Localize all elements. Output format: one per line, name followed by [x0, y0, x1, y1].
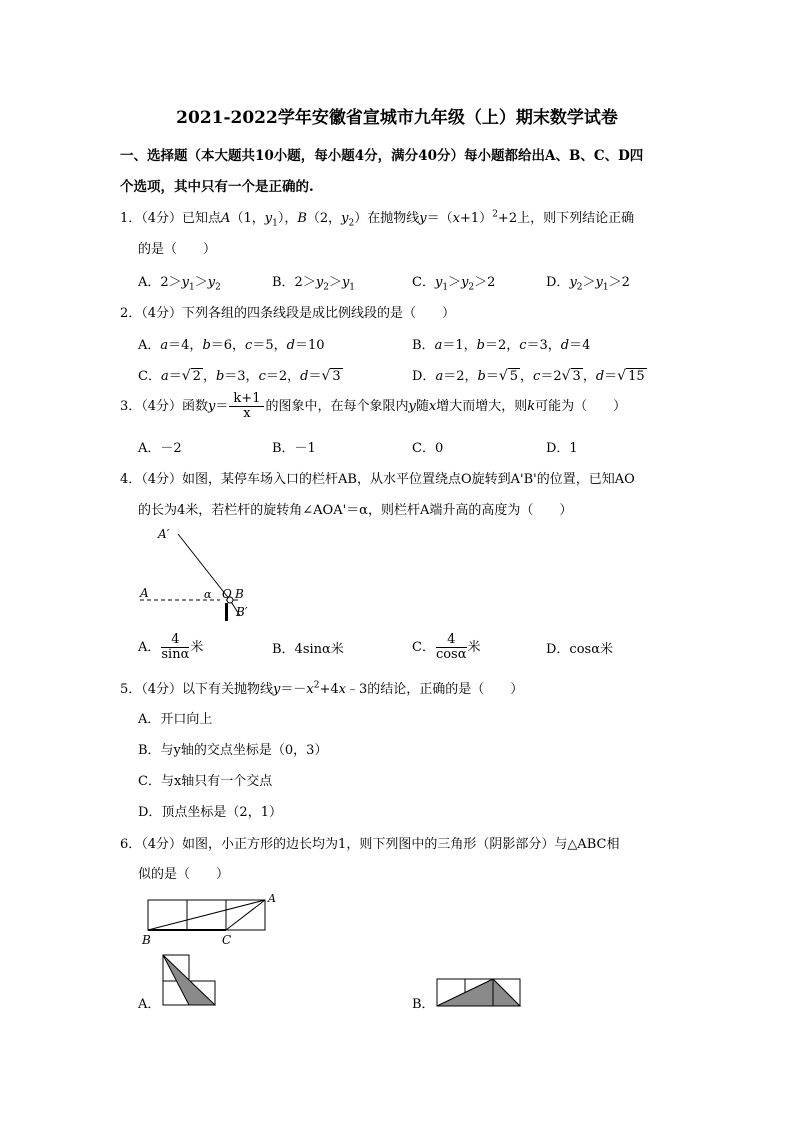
q4-option-d[interactable]: D．cosα米	[546, 642, 613, 657]
question-1-line1: 1．（4分）已知点A（1，$y_1$），B（2，$y_2$）在抛物线$y=(x+1)^2+2$上，则下列结论正确	[120, 209, 635, 229]
q4-a-den: sinα	[161, 647, 190, 662]
q3-text: 的图象中，在每个象限内	[265, 399, 409, 414]
q4-a-unit: 米	[190, 640, 204, 655]
q5-option-b[interactable]: B．与y轴的交点坐标是（0，3）	[138, 743, 328, 758]
label-b: B	[235, 587, 244, 601]
q1-option-c[interactable]: C．$y_1>y_2>2$	[412, 275, 496, 293]
q6-option-b-figure[interactable]	[434, 976, 524, 1010]
b-shaded-triangle	[437, 979, 520, 1006]
q2-option-a[interactable]: A．a＝4，b＝6，c＝5，d＝10	[138, 338, 325, 353]
label-a: A	[268, 892, 276, 905]
q4-option-a[interactable]	[138, 633, 203, 662]
question-4-line1: 4．（4分）如图，某停车场入口的栏杆AB，从水平位置绕点O旋转到A'B'的位置，已知AO	[120, 472, 635, 487]
q5-option-a[interactable]: A．开口向上	[138, 712, 213, 727]
q2-option-d[interactable]: D．a＝2，b＝√ 5 ，c＝2√ 3 ，d＝√ 15	[412, 368, 645, 384]
q2-option-c[interactable]: C．a＝√ 2 ，b＝3，c＝2，d＝√ 3	[138, 368, 341, 384]
q1-option-d[interactable]: D．$y_2>y_1>2$	[546, 275, 630, 293]
q3-option-d[interactable]: D．1	[546, 441, 578, 456]
label-o: O	[222, 587, 232, 601]
label-alpha: α	[204, 588, 212, 601]
label-c: C	[222, 933, 232, 947]
triangle-abc-grid-figure	[138, 888, 288, 948]
q3-frac-num: k+1	[229, 392, 264, 407]
label-a: A	[140, 586, 149, 600]
q1-number: 1．（4分）已知点	[120, 211, 222, 226]
question-5-stem: 5．（4分）以下有关抛物线$y=-x^2+4x﹣3$的结论，正确的是（ ）	[120, 680, 524, 697]
q4-option-b[interactable]: B．4sinα米	[272, 642, 344, 657]
label-b-prime: B′	[236, 605, 248, 619]
q4-c-unit: 米	[467, 640, 481, 655]
q3-text3: 增大而增大，则	[436, 399, 528, 414]
q4-option-c[interactable]	[412, 633, 481, 662]
q1-tail: 上，则下列结论正确	[517, 211, 635, 226]
section-heading-line2: 个选项，其中只有一个是正确的.	[120, 179, 314, 195]
q3-option-c[interactable]: C．0	[412, 441, 444, 456]
q2-option-b[interactable]: B．a＝1，b＝2，c＝3，d＝4	[412, 338, 591, 353]
q4-option-c-letter: C．	[412, 640, 435, 655]
q3-option-b[interactable]: B．－1	[272, 441, 316, 456]
q6-option-b[interactable]: B．	[412, 997, 435, 1012]
parking-barrier-figure	[130, 520, 270, 630]
q5-option-d[interactable]: D．顶点坐标是（2，1）	[138, 805, 282, 820]
label-a-prime: A′	[158, 527, 170, 541]
q3-fraction	[229, 392, 264, 421]
q3-text2: 随	[415, 399, 429, 414]
q1-text: 在抛物线	[367, 211, 420, 226]
question-6-line1: 6．（4分）如图，小正方形的边长均为1，则下列图中的三角形（阴影部分）与△ABC相	[120, 837, 620, 852]
question-1-line2: 的是（ ）	[138, 242, 217, 257]
q1-option-b[interactable]: B．$2>y_2>y_1$	[272, 275, 356, 293]
q3-frac-den: x	[243, 406, 251, 421]
label-b: B	[142, 933, 151, 947]
q5-option-c[interactable]: C．与x轴只有一个交点	[138, 774, 273, 789]
q6-option-a-figure[interactable]	[160, 952, 220, 1008]
q3-option-a[interactable]: A．－2	[138, 441, 182, 456]
q4-a-num: 4	[161, 633, 189, 648]
q1-option-a[interactable]: A．$2>y_1>y_2$	[138, 275, 221, 293]
q6-option-a[interactable]: A．	[138, 997, 161, 1012]
q5-text: 的结论，正确的是（ ）	[367, 682, 524, 697]
question-4-line2: 的长为4米，若栏杆的旋转角∠AOA'＝α，则栏杆A端升高的高度为（ ）	[138, 503, 573, 518]
side-ba	[148, 900, 265, 930]
page-title: 2021-2022学年安徽省宣城市九年级（上）期末数学试卷	[176, 108, 618, 128]
question-2-stem: 2．（4分）下列各组的四条线段是成比例线段的是（ ）	[120, 306, 456, 321]
section-heading-line1: 一、选择题（本大题共10小题，每小题4分，满分40分）每小题都给出A、B、C、D四	[120, 148, 644, 164]
q3-number: 3．（4分）函数	[120, 399, 209, 414]
q4-c-den: cosα	[435, 647, 467, 662]
q3-text4: 可能为（ ）	[535, 399, 627, 414]
q4-c-num: 4	[436, 633, 467, 648]
question-6-line2: 似的是（ ）	[138, 867, 230, 882]
q4-option-a-letter: A．	[138, 640, 161, 655]
question-3-stem: 3．（4分）函数y＝ $\frac{k+1}{x}$ 的图象中，在每个象限内y随x增大而增大，则k可能为（ ）	[120, 391, 627, 421]
q5-number: 5．（4分）以下有关抛物线	[120, 682, 274, 697]
barrier-post	[225, 603, 228, 621]
